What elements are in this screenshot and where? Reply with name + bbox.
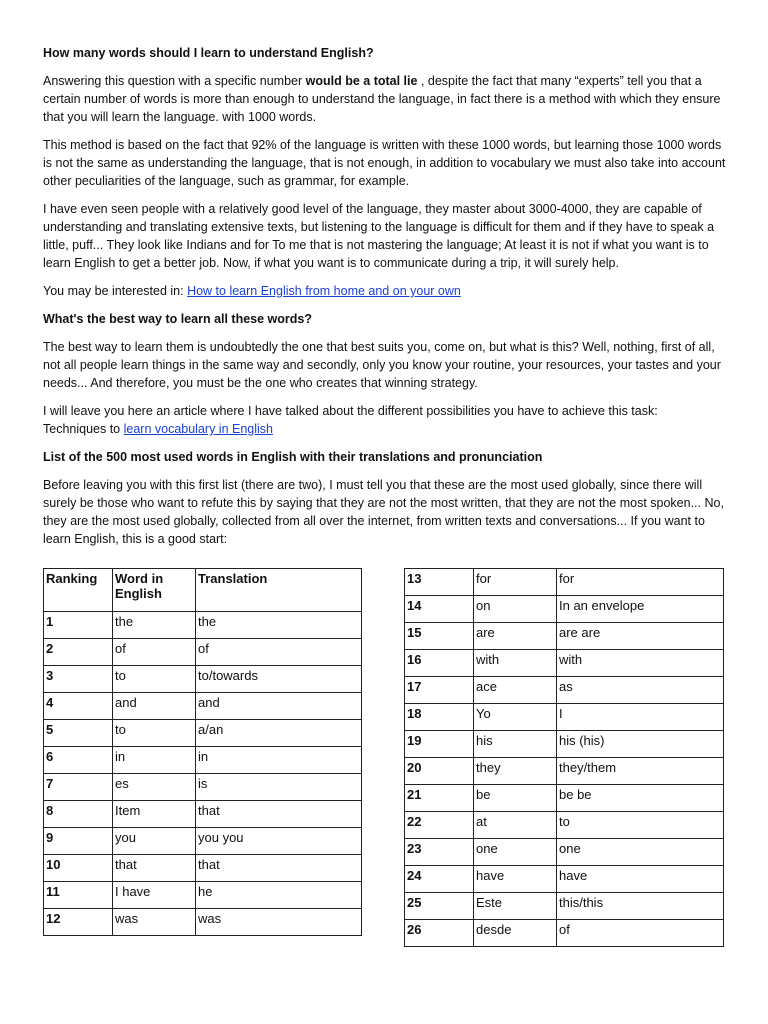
cell-word: Item (113, 801, 196, 828)
cell-word: to (113, 720, 196, 747)
cell-word: with (474, 650, 557, 677)
cell-translation: a/an (196, 720, 362, 747)
cell-word: that (113, 855, 196, 882)
table-row (405, 569, 724, 596)
table-row (405, 866, 724, 893)
table-row (44, 909, 362, 936)
cell-ranking: 16 (405, 650, 474, 677)
cell-translation: that (196, 855, 362, 882)
cell-word: on (474, 596, 557, 623)
cell-word: are (474, 623, 557, 650)
cell-translation: you you (196, 828, 362, 855)
table-row (405, 893, 724, 920)
cell-ranking: 10 (44, 855, 113, 882)
cell-translation: In an envelope (557, 596, 724, 623)
table-row (405, 812, 724, 839)
table-row (405, 758, 724, 785)
cell-ranking: 7 (44, 774, 113, 801)
paragraph-intro-bold: would be a total lie (305, 74, 418, 88)
table-row (405, 704, 724, 731)
table-row (405, 920, 724, 947)
cell-word: es (113, 774, 196, 801)
table-row (405, 839, 724, 866)
cell-translation: have (557, 866, 724, 893)
article-body (43, 44, 728, 558)
cell-translation: I (557, 704, 724, 731)
paragraph-best-way: The best way to learn them is undoubtedly the one that best suits you, come on, but what is this? Well, nothing, first of all, not all people learn things in the same way and secondly, only you know your routine, your resources, your tastes and your needs... And therefore, you must be the one who creates that winning strategy. (43, 340, 721, 390)
table-row (405, 785, 724, 812)
header-word-in-english: Word in English (113, 569, 196, 612)
cell-ranking: 2 (44, 639, 113, 666)
cell-word: was (113, 909, 196, 936)
table-row (44, 747, 362, 774)
techniques-prefix: Techniques to (43, 422, 124, 436)
cell-ranking: 9 (44, 828, 113, 855)
cell-translation: to (557, 812, 724, 839)
table-row (44, 855, 362, 882)
cell-translation: to/towards (196, 666, 362, 693)
paragraph-method: This method is based on the fact that 92% of the language is written with these 1000 words, but learning those 1000 words is not the same as understanding the language, that is not enough, in addition to vocabulary we must also take into account other peculiarities of the language, such as grammar, for example. (43, 138, 726, 188)
table-row (44, 693, 362, 720)
interested-prefix: You may be interested in: (43, 284, 188, 298)
cell-ranking: 22 (405, 812, 474, 839)
heading-word-list: List of the 500 most used words in English with their translations and pronunciation (43, 450, 543, 464)
table-row (44, 828, 362, 855)
cell-translation: be be (557, 785, 724, 812)
cell-ranking: 5 (44, 720, 113, 747)
cell-translation: are are (557, 623, 724, 650)
cell-translation: he (196, 882, 362, 909)
cell-translation: of (196, 639, 362, 666)
cell-word: one (474, 839, 557, 866)
word-table-left (43, 568, 362, 936)
techniques-line-1: I will leave you here an article where I have talked about the different possibilities you have to achieve this task: (43, 404, 658, 418)
table-row (44, 639, 362, 666)
header-ranking: Ranking (44, 569, 113, 612)
paragraph-intro (43, 72, 728, 126)
paragraph-intro-text-1: Answering this question with a specific number (43, 74, 306, 88)
cell-ranking: 24 (405, 866, 474, 893)
table-row (44, 612, 362, 639)
cell-ranking: 13 (405, 569, 474, 596)
cell-word: Yo (474, 704, 557, 731)
cell-translation: this/this (557, 893, 724, 920)
cell-word: I have (113, 882, 196, 909)
cell-word: they (474, 758, 557, 785)
table-row (405, 677, 724, 704)
cell-translation: one (557, 839, 724, 866)
cell-ranking: 3 (44, 666, 113, 693)
cell-word: ace (474, 677, 557, 704)
paragraph-experience: I have even seen people with a relatively good level of the language, they master about 3000-4000, they are capable of understanding and translating extensive texts, but listening to the language is difficult for them and if they have to speak a little, puff... They look like Indians and for To me that is not mastering the language; At least it is not if what you want is to learn English to get a better job. Now, if what you want is to communicate during a trip, it will surely help. (43, 202, 715, 270)
cell-ranking: 19 (405, 731, 474, 758)
cell-ranking: 18 (405, 704, 474, 731)
cell-translation: for (557, 569, 724, 596)
link-learn-english-home[interactable]: How to learn English from home and on your own (187, 284, 461, 298)
cell-word: his (474, 731, 557, 758)
cell-ranking: 25 (405, 893, 474, 920)
cell-ranking: 17 (405, 677, 474, 704)
cell-ranking: 6 (44, 747, 113, 774)
cell-translation: of (557, 920, 724, 947)
cell-translation: in (196, 747, 362, 774)
heading-how-many-words: How many words should I learn to understand English? (43, 46, 374, 60)
cell-word: Este (474, 893, 557, 920)
cell-word: for (474, 569, 557, 596)
cell-ranking: 8 (44, 801, 113, 828)
paragraph-techniques (43, 402, 728, 438)
table-row (44, 666, 362, 693)
cell-word: at (474, 812, 557, 839)
cell-translation: was (196, 909, 362, 936)
cell-translation: that (196, 801, 362, 828)
paragraph-interested (43, 282, 728, 300)
cell-translation: the (196, 612, 362, 639)
table-header-row (44, 569, 362, 612)
word-table-right (404, 568, 724, 947)
table-row (405, 596, 724, 623)
cell-translation: is (196, 774, 362, 801)
cell-ranking: 12 (44, 909, 113, 936)
cell-ranking: 21 (405, 785, 474, 812)
table-row (44, 882, 362, 909)
cell-ranking: 11 (44, 882, 113, 909)
cell-word: the (113, 612, 196, 639)
cell-translation: as (557, 677, 724, 704)
table-row (44, 774, 362, 801)
paragraph-before-list: Before leaving you with this first list (there are two), I must tell you that these are the most used globally, since there will surely be those who want to refute this by saying that they are not the most written, that they are not the most spoken... No, they are the most used globally, collected from all over the internet, from written texts and conversations... If you want to learn English, this is a good start: (43, 478, 724, 546)
cell-ranking: 1 (44, 612, 113, 639)
cell-translation: his (his) (557, 731, 724, 758)
table-row (405, 623, 724, 650)
cell-word: of (113, 639, 196, 666)
cell-word: desde (474, 920, 557, 947)
cell-word: have (474, 866, 557, 893)
cell-ranking: 26 (405, 920, 474, 947)
cell-word: be (474, 785, 557, 812)
cell-translation: and (196, 693, 362, 720)
link-learn-vocabulary[interactable]: learn vocabulary in English (123, 422, 273, 436)
cell-word: and (113, 693, 196, 720)
cell-ranking: 14 (405, 596, 474, 623)
heading-best-way: What's the best way to learn all these words? (43, 312, 313, 326)
table-row (405, 731, 724, 758)
header-translation: Translation (196, 569, 362, 612)
cell-ranking: 4 (44, 693, 113, 720)
paragraph-intro-text-2: , despite the fact that many “experts” tell you that a certain number of words is more than enough to understand the language, in fact there is a method with which they ensure that you will learn the language. with 1000 words. (43, 74, 721, 124)
cell-ranking: 23 (405, 839, 474, 866)
cell-word: in (113, 747, 196, 774)
cell-word: to (113, 666, 196, 693)
cell-translation: they/them (557, 758, 724, 785)
cell-ranking: 20 (405, 758, 474, 785)
table-row (405, 650, 724, 677)
cell-word: you (113, 828, 196, 855)
cell-translation: with (557, 650, 724, 677)
cell-ranking: 15 (405, 623, 474, 650)
table-row (44, 720, 362, 747)
table-row (44, 801, 362, 828)
